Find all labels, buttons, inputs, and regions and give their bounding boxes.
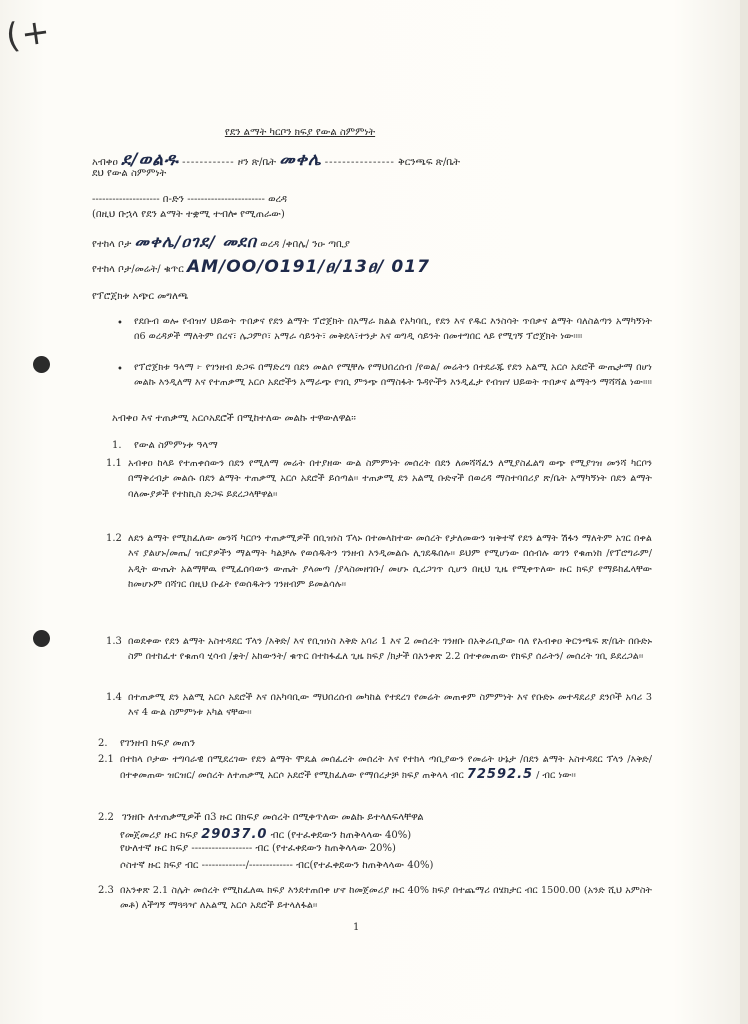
para-1-2-number: 1.2 <box>106 533 122 544</box>
page-edge-shadow <box>740 0 748 1024</box>
header-line-3: -------------------- በ-ድን ----------------------- ወረዳ <box>92 194 288 205</box>
para-2-1-text: በተከላ ቦታው ተግባራዊ በሚደረገው የደን ልማት ሞዴል መሰፈረት መሰረት እና የተከላ ጣቢያውን የመሬት ሁኔታ /በደን ልማት አስተዳደር ፕላን /እቅድ/ በተቀመጠው ዝርዝር/ መሰረት ለተጠቃሚ አርሶ አደሮች የሚከፈለው የማበረታቻ ክፍያ ጠቅላላ ብር <box>120 754 652 782</box>
para-2-1 <box>120 752 652 784</box>
payment-row-2 <box>120 843 396 854</box>
bullet-paragraph-2: የፕሮጀክቱ ዓላማ ፦ የገንዘብ ድጋፍ በማድረግ በደን መልሶ የሚቸሉ የማህበረሰብ /የወል/ መሬትን በተደራጁ የደን አልሚ አርሶ አደሮች ውጤታማ በሆነ መልኩ እንዲለማ እና የተጠቃሚ አርሶ አደሮችን አማራጭ የገቢ ምንጭ በማስፋት ጉዳዮችን እንዲፈታ የብዝሃ ህይወት ጥበቃና ልማትን ማሻሻል ነው።። <box>134 362 652 389</box>
third-payment-note: -------------/------------- ብር(የተፈቀደውን ከጠቅላላው 40%) <box>201 860 434 871</box>
para-1-4-number: 1.4 <box>106 692 122 703</box>
site-label: የተከላ ቦታ <box>92 239 132 250</box>
project-summary-heading: የፕሮጀክቱ አጭር መግለጫ <box>92 291 189 302</box>
para-2-3-number: 2.3 <box>98 885 114 896</box>
header-line-2: ደህ የውል ስምምነት <box>92 168 167 179</box>
second-payment-note: ------------------ ብር (የተፈቀደውን ከጠቅላላው 20%) <box>191 843 396 854</box>
bullet-marker: • <box>117 318 123 329</box>
intro-line: አብቀዐ እና ተጠቃሚ አርሶአደሮች በሚከተለው መልኩ ተዋውለዋል፡፡ <box>112 413 356 424</box>
bullet-marker: • <box>117 364 123 375</box>
para-1-3-number: 1.3 <box>106 636 122 647</box>
para-2-1-number: 2.1 <box>98 754 114 765</box>
section-2-heading: የገንዘብ ክፍያ መጠን <box>120 738 196 749</box>
handwritten-zone: ደ/ወልዱ <box>121 150 179 170</box>
para-1-1: አብቀዐ ከላይ የተጠቀሰውን በደን የሚለማ መሬት በተያዘው ውል ስምምነት መሰረት በደን ለመሻሻፈን ለሚያስፈልግ ወጭ የሚያገዝ መንሻ ካርቦን በማቅረብታ መልሱ በደን ልማት ተጠቃሚ አርሶ አደሮች ይሰጣል፡፡ ተጠቃሚ ደን አልሚ ቡድኖች በወረዳ ማስተባበሪያ ጽ/ቤት አማካኝነት በደን ልማት ባለሙያዎች የተከኪስ ድጋፍ ይደረጋላቸዋል፡፡ <box>128 458 652 500</box>
header-line-6 <box>92 257 430 277</box>
third-payment-label: ሶስተኛ ዙር ክፍያ ብር <box>120 860 199 871</box>
header-line-4: (በዚህ ቡኋላ የደን ልማት ተቋሚ ተብሎ የሚጠራው) <box>92 209 285 220</box>
handwritten-first-payment: 29037.0 <box>201 827 268 842</box>
first-payment-note: ብር (የተፈቀደውን ከጠቅላላው 40%) <box>270 830 412 841</box>
first-payment-label: የመጀመሪያ ዙር ክፍያ <box>120 830 199 841</box>
handwritten-corner-mark: (+ <box>3 11 55 57</box>
para-2-3: በአንቀጽ 2.1 ስሌት መሰረት የሚከፈለዉ ክፍያ እንደተጠበቀ ሆኖ ከመጀመሪያ ዙር 40% ክፍያ በተጨማሪ በሄክታር ብር 1500.00 (አንድ ሺህ አምስት መቶ) ለችግኝ ማጓጓዣ ለአልሚ አርሶ አደሮች ይተላለፋል፡፡ <box>120 885 652 912</box>
payment-row-1 <box>120 827 411 842</box>
zone-office-label: ዞን ጽ/ቤት <box>237 157 277 168</box>
handwritten-site: መቀሌ/ዐገደ/ መደበ <box>134 232 258 251</box>
para-2-2-intro: ገንዘቡ ለተጠቃሚዎች በ3 ዙር በክፍያ መሰረት በሚቀጥለው መልኩ ይተላለፍላቸዋል <box>122 812 424 823</box>
org-label: አብቀዐ <box>92 157 118 168</box>
handwritten-site-number: AM/OO/O191/ፀ/13ፀ/ 017 <box>186 257 430 277</box>
header-line-1: አብቀዐ ደ/ወልዱ ------------ ዞን ጽ/ቤት መቀሌ ---------------- ቅርንጫፍ ጽ/ቤት <box>92 150 460 170</box>
handwritten-branch: መቀሌ <box>279 150 322 170</box>
header-line-5 <box>92 232 350 252</box>
handwritten-total-amount: 72592.5 <box>466 767 534 783</box>
site-number-label: የተከላ ቦታ/መሬት/ ቁጥር <box>92 264 184 275</box>
para-1-1-number: 1.1 <box>106 458 122 469</box>
para-1-4: በተጠቃሚ ደን አልሚ አርሶ አደሮች እና በአካባቢው ማህበረሰብ መካከል የተደረገ የመሬት መጠቀም ስምምነት እና የቡድኑ መተዳደሪያ ደንቦች አባሪ 3 እና 4 ውል ስምምነቱ አካል ናቸው፡፡ <box>128 692 652 719</box>
second-payment-label: የሁለተኛ ዙር ክፍያ <box>120 843 189 854</box>
section-2-number: 2. <box>98 738 108 749</box>
para-2-2-number: 2.2 <box>98 812 114 823</box>
section-1-heading: የውል ስምምነቱ ዓላማ <box>134 440 218 451</box>
para-2-1-end: / ብር ነው፡፡ <box>536 770 576 782</box>
document-title: የደን ልማት ካርቦን ክፍያ የውል ስምምነት <box>224 127 376 138</box>
bullet-paragraph-1: የደቡብ ወሎ የብዝሃ ህይወት ጥበቃና የደን ልማት ፕሮጀክት በአማራ ክልል የአካባቢ, የደን እና የዱር እንስሳት ጥበቃና ልማት ባለስልጣን አማካኝነት በ6 ወረዳዎች ማለትም በረና፣ ሌጋምቦ፣ አማራ ሳይንት፣ መቅደላ፣ተንታ እና ወግዲ ሳይንት በመተግበር ላይ የሚገኝ ፕሮጀክት ነው።። <box>134 316 652 343</box>
section-1-number: 1. <box>112 440 122 451</box>
woreda-kebele-label: ወረዳ /ቀበሌ/ ንዑ ጣቢያ <box>260 239 350 250</box>
payment-row-3 <box>120 860 433 871</box>
para-1-2: ለደን ልማት የሚከፈለው መንሻ ካርቦን ተጠቃሚዎች በቢዝነስ ፕላኑ በተመላከተው መሰረት የታለመውን ዝቅተኛ የደን ልማት ሽፋን ማለትም አገር በቀል እና ያልሆኑ/መጤ/ ዝርያዎችን ማልማት ካልቻሉ የወሰዱትን ገንዘብ እንዲመልሱ ሊገደዱበሉ፡፡ ይህም የሚሆነው በሰብሉ ወገን የቁጠነከ /የፕሮግራም/አዲት ውጤት አልማቸዉ የሚፈሰባውን ውጤት ያላመጣ /ያላስመዘገቡ/ መሆኑ ሲረጋገጥ ሲሆን በዚህ ጊዜ የሚቀጥለው ዙር ክፍያ የማይከፈላቸው ከመሆኑም በሻገር በዚህ ቡፊት የወሰዱትን ገንዘብም ይመልሳሉ፡፡ <box>128 533 652 590</box>
punch-hole-top <box>33 356 50 373</box>
branch-office-label: ቅርንጫፍ ጽ/ቤት <box>398 157 460 168</box>
punch-hole-bottom <box>33 630 50 647</box>
page-number: 1 <box>353 922 360 933</box>
para-1-3: በወደቀው የደን ልማት አስተዳደር ፕላን /እቅድ/ እና የቢዝነስ እቅድ አባሪ 1 እና 2 መሰረት ገንዘቡ በአቅራቢያው ባለ የአብቀዐ ቅርንጫፍ ጽ/ቤት በቡድኑ ስም በተከፈተ የቁጠባ ሂሳብ /ቋት/ አከውንት/ ቁጥር በተከፋፈለ ጊዜ ክፍያ /ክታች በአንቀጽ 2.2 በተቀመጠው የክፍያ ሰራትን/ መሰረት ገቢ ይደረጋል፡፡ <box>128 636 652 663</box>
